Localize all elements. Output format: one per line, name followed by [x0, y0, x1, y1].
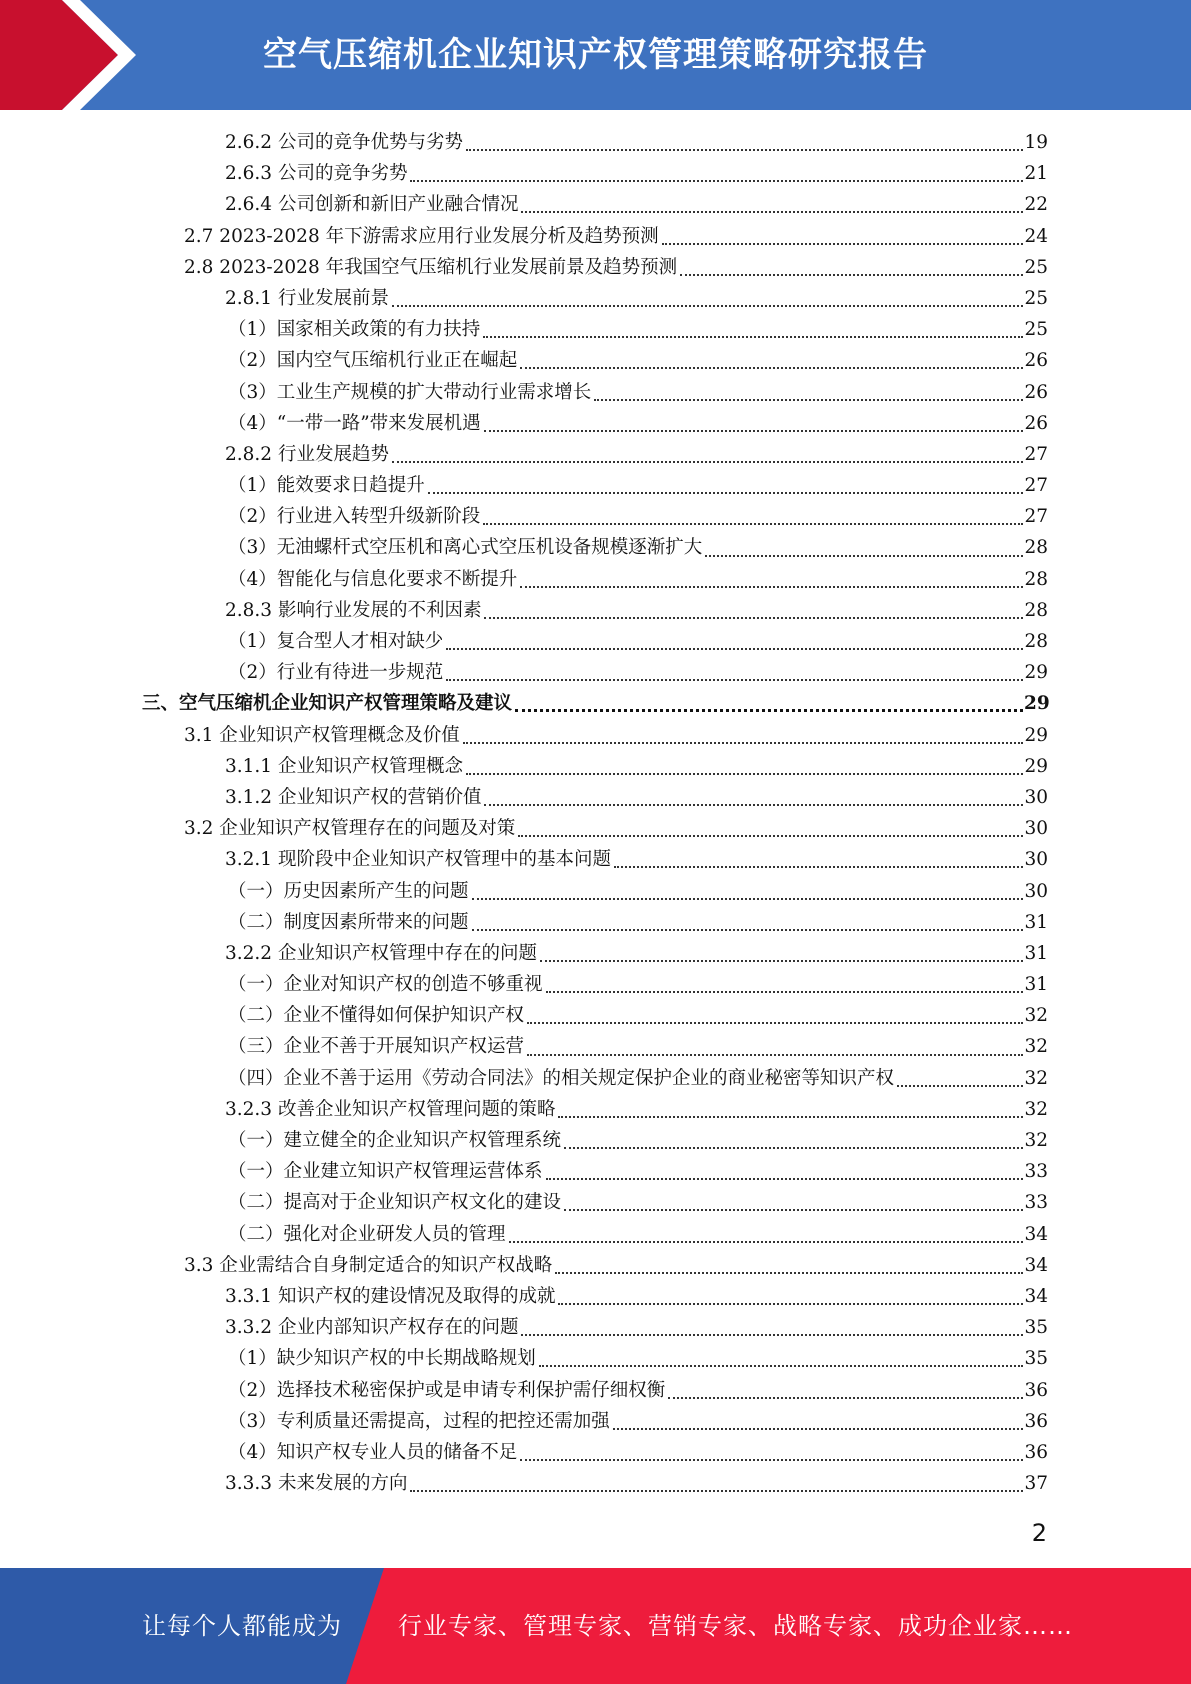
toc-entry-title: （一）企业对知识产权的创造不够重视: [228, 974, 543, 996]
toc-entry-title: （3）无油螺杆式空压机和离心式空压机设备规模逐渐扩大: [228, 537, 703, 559]
toc-entry[interactable]: [0, 1125, 1191, 1156]
toc-entry-title: 2.7 2023-2028 年下游需求应用行业发展分析及趋势预测: [184, 225, 659, 247]
toc-entry-title: 3.2.2 企业知识产权管理中存在的问题: [225, 942, 537, 964]
toc-entry-title: 3.3.2 企业内部知识产权存在的问题: [225, 1317, 519, 1339]
toc-dot-leader: [520, 1458, 1023, 1461]
toc-entry-title: （2）行业进入转型升级新阶段: [228, 506, 481, 528]
toc-entry[interactable]: [0, 1312, 1191, 1343]
toc-entry-page: 35: [1024, 1348, 1048, 1370]
toc-entry-page: 32: [1024, 1005, 1048, 1027]
toc-dot-leader: [564, 1146, 1023, 1149]
toc-entry[interactable]: [0, 377, 1191, 408]
toc-dot-leader: [558, 1302, 1023, 1305]
toc-entry[interactable]: [0, 844, 1191, 875]
toc-entry-title: （四）企业不善于运用《劳动合同法》的相关规定保护企业的商业秘密等知识产权: [228, 1067, 895, 1089]
toc-entry[interactable]: [0, 1219, 1191, 1250]
toc-dot-leader: [594, 398, 1023, 401]
toc-dot-leader: [555, 1271, 1023, 1274]
toc-entry-title: （一）企业建立知识产权管理运营体系: [228, 1161, 543, 1183]
toc-dot-leader: [484, 429, 1023, 432]
toc-entry[interactable]: [0, 969, 1191, 1000]
toc-entry[interactable]: [0, 813, 1191, 844]
toc-entry-page: 26: [1024, 350, 1048, 372]
toc-entry-title: （二）提高对于企业知识产权文化的建设: [228, 1192, 562, 1214]
toc-entry-page: 25: [1024, 319, 1048, 341]
toc-entry-page: 29: [1024, 693, 1050, 715]
toc-entry[interactable]: [0, 1031, 1191, 1062]
toc-entry-page: 27: [1024, 475, 1048, 497]
toc-entry-title: （一）建立健全的企业知识产权管理系统: [228, 1130, 562, 1151]
toc-dot-leader: [515, 708, 1023, 712]
toc-entry[interactable]: [0, 595, 1191, 626]
toc-entry-title: 2.6.3 公司的竞争劣势: [225, 163, 408, 185]
toc-entry-title: （二）企业不懂得如何保护知识产权: [228, 1005, 525, 1027]
toc-entry-page: 34: [1024, 1223, 1048, 1245]
toc-entry-page: 25: [1024, 256, 1048, 278]
toc-entry-title: 3.1 企业知识产权管理概念及价值: [184, 724, 460, 746]
toc-dot-leader: [463, 741, 1023, 744]
toc-entry-page: 36: [1024, 1410, 1048, 1432]
toc-entry[interactable]: [0, 1468, 1191, 1499]
toc-dot-leader: [392, 460, 1023, 463]
toc-entry-page: 32: [1024, 1098, 1048, 1120]
toc-entry-title: （1）国家相关政策的有力扶持: [228, 319, 481, 341]
toc-entry[interactable]: [0, 1281, 1191, 1312]
toc-entry-title: 3.2.1 现阶段中企业知识产权管理中的基本问题: [225, 849, 611, 871]
footer-slogan-right: 行业专家、管理专家、营销专家、战略专家、成功企业家……: [398, 1612, 1073, 1640]
toc-entry-page: 28: [1024, 599, 1048, 621]
toc-dot-leader: [410, 1489, 1023, 1492]
toc-entry[interactable]: [0, 907, 1191, 938]
toc-entry-page: 35: [1024, 1317, 1048, 1339]
toc-entry[interactable]: [0, 1250, 1191, 1281]
toc-dot-leader: [483, 522, 1023, 525]
toc-entry-title: （二）强化对企业研发人员的管理: [228, 1223, 506, 1245]
page-number: 2: [1031, 1519, 1047, 1547]
toc-dot-leader: [680, 273, 1023, 276]
toc-entry-page: 30: [1024, 880, 1048, 902]
toc-entry-title: （3）专利质量还需提高，过程的把控还需加强: [228, 1410, 610, 1432]
toc-entry-page: 19: [1024, 132, 1048, 153]
toc-entry-title: 3.2.3 改善企业知识产权管理问题的策略: [225, 1098, 556, 1120]
toc-entry[interactable]: [0, 1000, 1191, 1031]
toc-entry[interactable]: [0, 532, 1191, 563]
toc-entry-title: 2.8 2023-2028 年我国空气压缩机行业发展前景及趋势预测: [184, 256, 678, 278]
toc-entry-page: 34: [1024, 1254, 1048, 1276]
toc-entry-page: 26: [1024, 412, 1048, 434]
header-banner: [0, 0, 1191, 110]
toc-dot-leader: [446, 678, 1023, 681]
toc-entry-title: 三、空气压缩机企业知识产权管理策略及建议: [142, 693, 513, 715]
toc-dot-leader: [484, 616, 1023, 619]
toc-dot-leader: [521, 1333, 1023, 1336]
toc-dot-leader: [521, 210, 1023, 213]
toc-entry[interactable]: [0, 1156, 1191, 1187]
toc-entry-page: 29: [1024, 755, 1048, 777]
toc-dot-leader: [392, 304, 1023, 307]
toc-entry-title: （2）行业有待进一步规范: [228, 662, 444, 684]
toc-entry-page: 26: [1024, 381, 1048, 403]
toc-entry[interactable]: [0, 158, 1191, 189]
toc-dot-leader: [662, 242, 1023, 245]
toc-entry-title: （4）智能化与信息化要求不断提升: [228, 568, 518, 590]
toc-entry-page: 30: [1024, 818, 1048, 840]
toc-dot-leader: [466, 148, 1023, 151]
toc-entry[interactable]: [0, 876, 1191, 907]
toc-entry-page: 32: [1024, 1067, 1048, 1089]
toc-entry[interactable]: [0, 127, 1191, 158]
toc-dot-leader: [509, 1240, 1023, 1243]
toc-entry-title: 3.3.3 未来发展的方向: [225, 1473, 408, 1495]
toc-dot-leader: [614, 865, 1023, 868]
toc-entry[interactable]: [0, 314, 1191, 345]
toc-entry-page: 28: [1024, 537, 1048, 559]
toc-dot-leader: [466, 772, 1023, 775]
toc-dot-leader: [527, 1053, 1023, 1056]
toc-entry[interactable]: [0, 439, 1191, 470]
toc-dot-leader: [546, 990, 1023, 993]
toc-entry[interactable]: [0, 501, 1191, 532]
toc-dot-leader: [558, 1115, 1023, 1118]
toc-entry-title: 3.2 企业知识产权管理存在的问题及对策: [184, 818, 516, 840]
toc-entry[interactable]: [0, 751, 1191, 782]
toc-entry-page: 25: [1024, 287, 1048, 309]
toc-entry-page: 29: [1024, 662, 1048, 684]
toc-entry-page: 21: [1024, 163, 1048, 185]
toc-entry-title: 2.6.4 公司创新和新旧产业融合情况: [225, 194, 519, 216]
toc-entry-page: 24: [1024, 225, 1048, 247]
toc-entry-title: （4）“一带一路”带来发展机遇: [228, 412, 481, 434]
toc-dot-leader: [613, 1427, 1023, 1430]
toc-dot-leader: [428, 491, 1023, 494]
toc-entry-page: 32: [1024, 1130, 1048, 1151]
toc-dot-leader: [564, 1208, 1023, 1211]
toc-dot-leader: [668, 1396, 1023, 1399]
footer-slogan-left: 让每个人都能成为: [142, 1612, 342, 1640]
toc-entry[interactable]: [0, 720, 1191, 751]
toc-entry[interactable]: [0, 1375, 1191, 1406]
toc-entry-page: 31: [1024, 911, 1048, 933]
toc-entry-page: 31: [1024, 974, 1048, 996]
toc-entry[interactable]: [0, 408, 1191, 439]
toc-entry-title: （1）复合型人才相对缺少: [228, 631, 444, 652]
toc-entry-title: （2）选择技术秘密保护或是申请专利保护需仔细权衡: [228, 1379, 666, 1401]
toc-entry[interactable]: [0, 189, 1191, 220]
toc-dot-leader: [705, 554, 1023, 557]
toc-entry[interactable]: [0, 626, 1191, 657]
toc-entry-page: 33: [1024, 1192, 1048, 1214]
toc-dot-leader: [539, 1364, 1023, 1367]
toc-entry-page: 36: [1024, 1441, 1048, 1463]
toc-entry[interactable]: [0, 221, 1191, 252]
toc-entry-page: 29: [1024, 724, 1048, 746]
toc-dot-leader: [472, 897, 1023, 900]
toc-entry-page: 32: [1024, 1036, 1048, 1058]
toc-entry-title: 2.8.2 行业发展趋势: [225, 443, 389, 465]
toc-entry-title: 2.8.1 行业发展前景: [225, 287, 389, 309]
toc-entry[interactable]: [0, 1343, 1191, 1374]
toc-entry[interactable]: [0, 782, 1191, 813]
table-of-contents: [0, 127, 1191, 1499]
toc-entry-page: 30: [1024, 849, 1048, 871]
toc-entry[interactable]: [0, 470, 1191, 501]
toc-dot-leader: [484, 803, 1023, 806]
toc-dot-leader: [897, 1084, 1023, 1087]
toc-entry-page: 30: [1024, 786, 1048, 808]
toc-entry-page: 27: [1024, 506, 1048, 528]
toc-dot-leader: [546, 1177, 1023, 1180]
toc-entry[interactable]: [0, 1187, 1191, 1218]
toc-entry-title: 2.6.2 公司的竞争优势与劣势: [225, 132, 463, 153]
toc-entry-title: 3.1.2 企业知识产权的营销价值: [225, 786, 482, 808]
toc-entry[interactable]: [0, 688, 1191, 719]
toc-entry-title: 3.1.1 企业知识产权管理概念: [225, 755, 463, 777]
toc-entry-title: 3.3.1 知识产权的建设情况及取得的成就: [225, 1285, 556, 1307]
toc-entry-title: （1）缺少知识产权的中长期战略规划: [228, 1348, 536, 1370]
toc-dot-leader: [446, 647, 1023, 650]
document-title: 空气压缩机企业知识产权管理策略研究报告: [263, 35, 928, 75]
toc-entry-title: （3）工业生产规模的扩大带动行业需求增长: [228, 381, 592, 403]
toc-entry[interactable]: [0, 1437, 1191, 1468]
header-arrow-decoration: [0, 0, 160, 110]
toc-entry-title: （二）制度因素所带来的问题: [228, 911, 469, 933]
footer-banner: [0, 1568, 1191, 1684]
toc-dot-leader: [520, 585, 1023, 588]
toc-entry-title: 2.8.3 影响行业发展的不利因素: [225, 599, 482, 621]
toc-entry[interactable]: [0, 938, 1191, 969]
toc-dot-leader: [483, 335, 1023, 338]
toc-entry-page: 36: [1024, 1379, 1048, 1401]
toc-dot-leader: [540, 959, 1023, 962]
toc-entry-title: （4）知识产权专业人员的储备不足: [228, 1441, 518, 1463]
toc-entry-title: 3.3 企业需结合自身制定适合的知识产权战略: [184, 1254, 553, 1276]
toc-entry-page: 33: [1024, 1161, 1048, 1183]
toc-entry-page: 34: [1024, 1285, 1048, 1307]
toc-entry[interactable]: [0, 1406, 1191, 1437]
toc-entry-page: 37: [1024, 1473, 1048, 1495]
toc-entry[interactable]: [0, 564, 1191, 595]
toc-entry-page: 28: [1024, 568, 1048, 590]
toc-entry[interactable]: [0, 252, 1191, 283]
toc-entry[interactable]: [0, 345, 1191, 376]
toc-entry-page: 31: [1024, 942, 1048, 964]
toc-entry-title: （一）历史因素所产生的问题: [228, 880, 469, 902]
toc-entry-title: （1）能效要求日趋提升: [228, 475, 425, 497]
toc-entry-page: 28: [1024, 631, 1048, 652]
toc-entry-title: （三）企业不善于开展知识产权运营: [228, 1036, 525, 1058]
toc-dot-leader: [472, 928, 1023, 931]
toc-entry-page: 27: [1024, 443, 1048, 465]
toc-entry-title: （2）国内空气压缩机行业正在崛起: [228, 350, 518, 372]
toc-entry[interactable]: [0, 657, 1191, 688]
toc-entry[interactable]: [0, 1094, 1191, 1125]
toc-dot-leader: [410, 179, 1023, 182]
toc-entry[interactable]: [0, 1063, 1191, 1094]
toc-dot-leader: [520, 366, 1023, 369]
toc-dot-leader: [518, 834, 1023, 837]
toc-entry[interactable]: [0, 283, 1191, 314]
toc-dot-leader: [527, 1021, 1023, 1024]
toc-entry-page: 22: [1024, 194, 1048, 216]
